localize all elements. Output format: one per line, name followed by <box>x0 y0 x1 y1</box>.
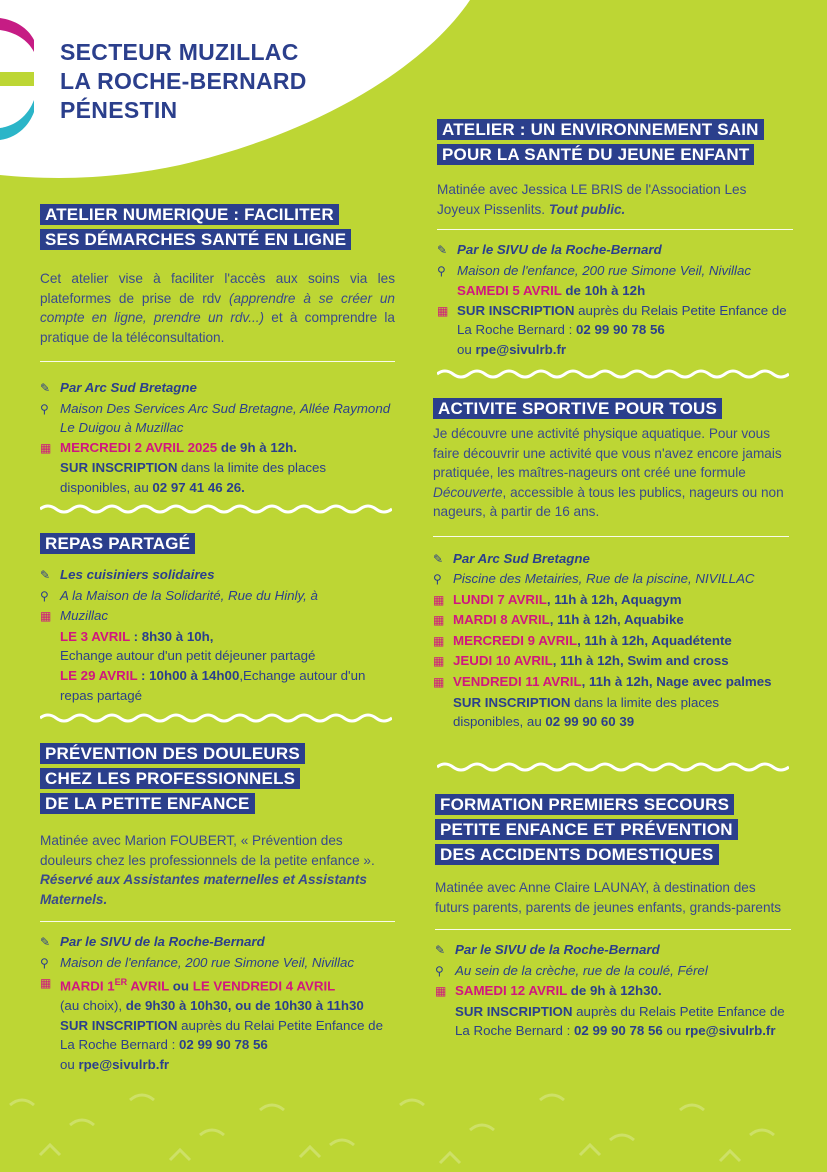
desc-text: Matinée avec Anne Claire LAUNAY, à destination des futurs parents, parents de jeunes enfants, grands-parents <box>435 880 782 915</box>
date: VENDREDI 11 AVRIL <box>453 674 582 690</box>
event-desc: ,Echange autour d'un repas partagé <box>60 667 366 703</box>
date: MERCREDI 2 AVRIL 2025 <box>60 439 218 455</box>
section-title <box>435 793 791 868</box>
date: MARDI 8 AVRIL <box>453 612 550 628</box>
inscription-text: dans la limite des places disponibles, au <box>453 694 720 730</box>
pencil-icon: ✎ <box>40 568 51 582</box>
title-line: ACTIVITE SPORTIVE POUR TOUS <box>433 398 722 419</box>
email: rpe@sivulrb.fr <box>475 341 567 357</box>
title-line: DE LA PETITE ENFANCE <box>40 793 255 814</box>
location: Maison Des Services Arc Sud Bretagne, Allée Raymond Le Duigou à Muzillac <box>60 400 391 436</box>
time: , 11h à 12h, Nage avec palmes <box>581 674 772 690</box>
location: Muzillac <box>60 608 109 624</box>
desc-italic: Réservé aux Assistantes maternelles et Assistants Maternels. <box>40 872 367 907</box>
date: LE 3 AVRIL <box>60 628 130 644</box>
email: rpe@sivulrb.fr <box>684 1023 776 1039</box>
section-title <box>40 532 395 557</box>
title-line: POUR LA SANTÉ DU JEUNE ENFANT <box>437 144 754 165</box>
location: Au sein de la crèche, rue de la coulé, Férel <box>455 962 708 978</box>
inscription-label: SUR INSCRIPTION <box>453 694 571 710</box>
date: JEUDI 10 AVRIL <box>453 653 553 669</box>
sector-line-2: LA ROCHE-BERNARD <box>60 68 307 94</box>
date: SAMEDI 5 AVRIL <box>457 283 562 299</box>
or-text: ou <box>457 341 476 357</box>
time: de 9h à 12h30. <box>567 983 662 999</box>
section-title <box>40 203 395 253</box>
divider <box>40 361 395 362</box>
phone: 02 99 90 78 56 <box>179 1037 268 1053</box>
inscription-text: auprès du Relais Petite Enfance de La Roche Bernard : <box>457 302 787 338</box>
inscription-label: SUR INSCRIPTION <box>457 302 575 318</box>
or-text: ou <box>169 978 193 994</box>
location-pin-icon: ⚲ <box>40 588 49 603</box>
wave-divider <box>40 712 392 724</box>
location: Maison de l'enfance, 200 rue Simone Veil, Nivillac <box>457 262 751 278</box>
pencil-icon: ✎ <box>40 381 51 395</box>
phone: 02 99 90 78 56 <box>574 1023 663 1039</box>
title-line: ATELIER : UN ENVIRONNEMENT SAIN <box>437 119 764 140</box>
section-description <box>433 424 789 522</box>
inscription-label: SUR INSCRIPTION <box>60 460 178 476</box>
section-title <box>40 742 395 817</box>
title-line: CHEZ LES PROFESSIONNELS <box>40 768 300 789</box>
location: Maison de l'enfance, 200 rue Simone Veil, Nivillac <box>60 954 354 970</box>
desc-text: Cet atelier vise à faciliter l'accès aux soins via les plateformes de prise de rdv <box>40 271 395 306</box>
info-block <box>437 240 793 360</box>
desc-text: et à comprendre la pratique de la téléconsultation. <box>40 310 395 345</box>
date: LUNDI 7 AVRIL <box>453 591 547 607</box>
calendar-icon: ▦ <box>433 654 445 669</box>
time: : 8h30 à 10h, <box>129 628 214 644</box>
calendar-icon: ▦ <box>40 976 52 991</box>
desc-text: , accessible à tous les publics, nageurs ou non nageurs, à partir de 16 ans. <box>433 484 784 519</box>
sector-line-3: PÉNESTIN <box>60 97 178 123</box>
info-block <box>433 549 789 732</box>
date: MARDI 1 <box>60 978 115 994</box>
organizer: Les cuisiniers solidaires <box>60 567 215 582</box>
note: (au choix), <box>60 998 126 1014</box>
title-line: PRÉVENTION DES DOULEURS <box>40 743 305 764</box>
time: de 9h à 12h. <box>217 439 297 455</box>
time: : 10h00 à 14h00 <box>137 667 240 683</box>
title-line: PETITE ENFANCE ET PRÉVENTION <box>435 819 738 840</box>
desc-text: Matinée avec Jessica LE BRIS de l'Association Les Joyeux Pissenlits. <box>437 182 747 217</box>
date: AVRIL <box>127 978 170 994</box>
desc-text: Je découvre une activité physique aquatique. Pour vous faire découvrir une activité que vous n'avez encore jamais pratiquée, les maîtres-nageurs ont créé une formule <box>433 426 782 480</box>
wave-divider <box>40 503 392 515</box>
divider <box>40 921 395 922</box>
title-line: FORMATION PREMIERS SECOURS <box>435 794 734 815</box>
location-pin-icon: ⚲ <box>433 572 442 587</box>
divider <box>437 229 793 230</box>
phone: 02 97 41 46 26. <box>152 479 245 495</box>
organizer: Par le SIVU de la Roche-Bernard <box>455 942 660 957</box>
section-description <box>40 831 395 909</box>
location: A la Maison de la Solidarité, Rue du Hinly, à <box>60 587 318 603</box>
sector-line-1: SECTEUR MUZILLAC <box>60 39 299 65</box>
background-pattern <box>0 1085 827 1172</box>
email: rpe@sivulrb.fr <box>78 1056 170 1072</box>
date-sup: ER <box>114 977 128 988</box>
desc-italic: Tout public. <box>548 201 626 217</box>
date: LE 29 AVRIL <box>60 667 138 683</box>
location-pin-icon: ⚲ <box>40 955 49 970</box>
location: Piscine des Metairies, Rue de la piscine, NIVILLAC <box>453 571 755 587</box>
logo-stripes <box>0 0 60 160</box>
calendar-icon: ▦ <box>40 440 52 455</box>
location-pin-icon: ⚲ <box>437 263 446 278</box>
info-block <box>40 932 395 1075</box>
title-line: SES DÉMARCHES SANTÉ EN LIGNE <box>40 229 351 250</box>
time: de 10h à 12h <box>561 283 646 299</box>
location-pin-icon: ⚲ <box>40 401 49 416</box>
section-environnement-sain <box>437 118 793 360</box>
section-prevention-douleurs <box>40 742 395 1075</box>
phone: 02 99 90 60 39 <box>545 714 635 730</box>
organizer: Par Arc Sud Bretagne <box>453 550 590 566</box>
pencil-icon: ✎ <box>433 551 444 566</box>
inscription-text: auprès du Relais Petite Enfance de La Roche Bernard : <box>455 1003 785 1039</box>
info-block <box>435 940 791 1041</box>
location-pin-icon: ⚲ <box>435 963 444 978</box>
time: , 11h à 12h, Aquadétente <box>577 632 732 648</box>
section-atelier-numerique <box>40 203 395 498</box>
inscription-text: dans la limite des places disponibles, au <box>60 460 327 495</box>
inscription-label: SUR INSCRIPTION <box>60 1017 178 1033</box>
section-title <box>437 118 793 168</box>
calendar-icon: ▦ <box>40 609 52 624</box>
calendar-icon: ▦ <box>435 984 447 999</box>
divider <box>433 536 789 537</box>
desc-text: Matinée avec Marion FOUBERT, « Prévention des douleurs chez les professionnels de la petite enfance ». <box>40 833 375 868</box>
or-text: ou <box>662 1023 685 1039</box>
pencil-icon: ✎ <box>40 935 51 949</box>
pencil-icon: ✎ <box>437 243 448 257</box>
info-block <box>40 378 395 498</box>
section-description <box>40 269 395 347</box>
organizer: Par Arc Sud Bretagne <box>60 380 197 395</box>
pencil-icon: ✎ <box>435 943 446 957</box>
section-description <box>437 180 793 219</box>
time: , 11h à 12h, Aquabike <box>549 612 684 628</box>
date: MERCREDI 9 AVRIL <box>453 632 578 648</box>
info-block <box>40 565 395 705</box>
desc-italic: Découverte <box>433 484 503 500</box>
inscription-text: auprès du Relai Petite Enfance de La Roche Bernard : <box>60 1017 383 1053</box>
time: , 11h à 12h, Swim and cross <box>552 653 729 669</box>
time: , 11h à 12h, Aquagym <box>546 591 682 607</box>
calendar-icon: ▦ <box>433 675 445 690</box>
desc-italic: (apprendre à se créer un compte en ligne, prendre un rdv...) <box>40 290 395 325</box>
inscription-label: SUR INSCRIPTION <box>455 1003 573 1019</box>
organizer: Par le SIVU de la Roche-Bernard <box>60 934 265 949</box>
calendar-icon: ▦ <box>437 303 449 318</box>
or-text: ou <box>60 1056 79 1072</box>
event-desc: Echange autour d'un petit déjeuner partagé <box>60 648 316 664</box>
phone: 02 99 90 78 56 <box>576 322 665 338</box>
sector-title <box>60 38 307 125</box>
section-title <box>433 397 789 422</box>
calendar-icon: ▦ <box>433 592 445 607</box>
section-activite-sportive <box>433 397 789 732</box>
calendar-icon: ▦ <box>433 633 445 648</box>
title-line: ATELIER NUMERIQUE : FACILITER <box>40 204 339 225</box>
divider <box>435 929 791 930</box>
calendar-icon: ▦ <box>433 613 445 628</box>
section-premiers-secours <box>435 793 791 1041</box>
wave-divider <box>437 368 789 380</box>
date: SAMEDI 12 AVRIL <box>455 983 568 999</box>
organizer: Par le SIVU de la Roche-Bernard <box>457 242 662 257</box>
wave-divider <box>437 761 789 773</box>
section-repas-partage <box>40 532 395 705</box>
date: LE VENDREDI 4 AVRIL <box>192 978 336 994</box>
title-line: DES ACCIDENTS DOMESTIQUES <box>435 844 719 865</box>
title-line: REPAS PARTAGÉ <box>40 533 195 554</box>
section-description <box>435 878 791 917</box>
time: de 9h30 à 10h30, ou de 10h30 à 11h30 <box>125 998 364 1014</box>
